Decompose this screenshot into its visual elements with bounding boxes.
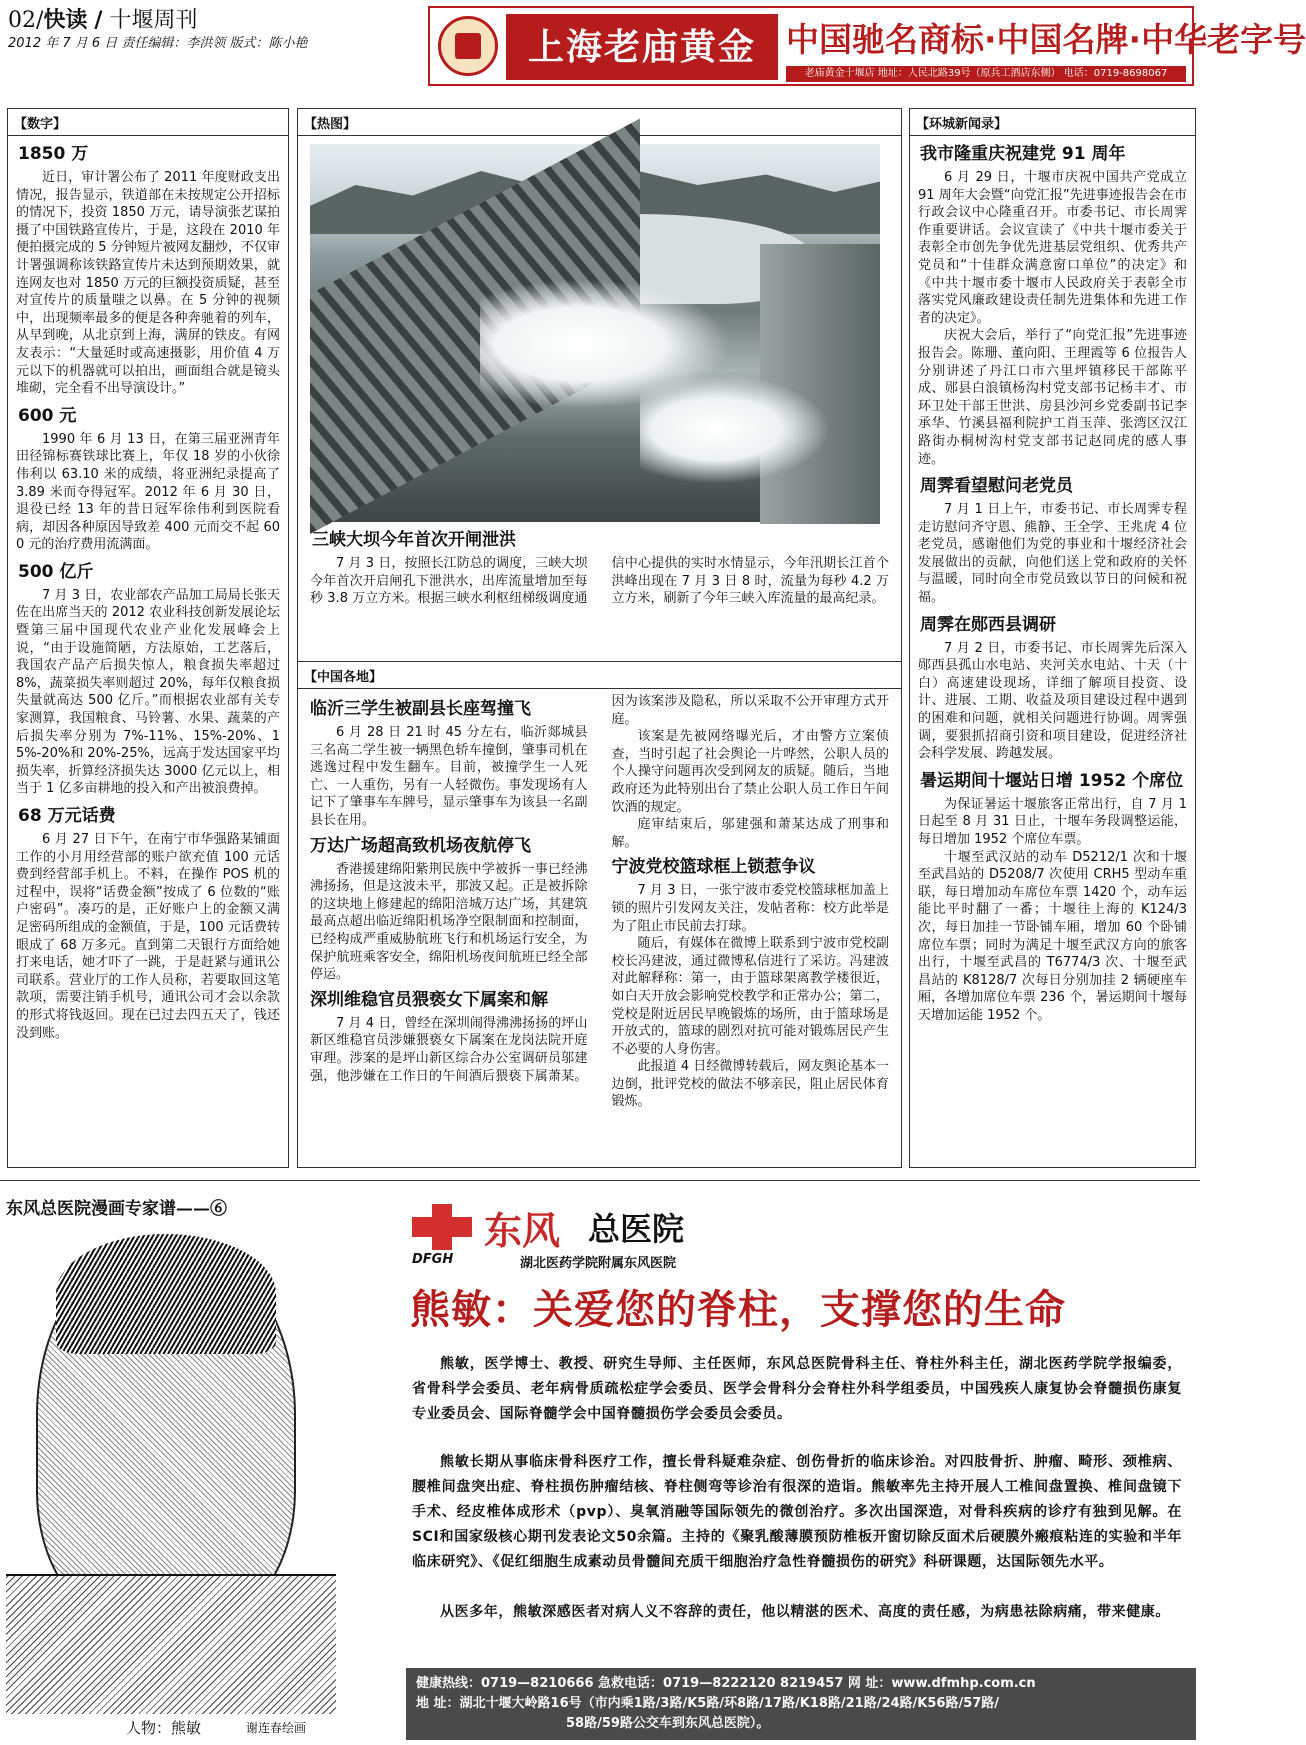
article-body: 该案是先被网络曝光后，才由警方立案侦查，当时引起了社会舆论一片哗然，公职人员的个人操守问题再次受到网友的质疑。随后，当地政府还为此特别出台了禁止公职人员工作日午间饮酒的规定。	[611, 729, 889, 815]
article-body: 7 月 1 日上午，市委书记、市长周霁专程走访慰问齐守恩、熊静、王全学、王兆虎 4 位老党员，感谢他们为党的事业和十堰经济社会发展做出的贡献，向他们送上党和政府的关怀与温暖，同时向全市党员致以节日的问候和祝福。	[918, 502, 1187, 606]
three-gorges-dam-photo	[310, 144, 880, 522]
banner-brand: 上海老庙黄金	[506, 14, 778, 80]
article-title: 500 亿斤	[18, 561, 94, 582]
date-editor-line: 2012 年 7 月 6 日 责任编辑：李洪领 版式：陈小艳	[8, 36, 308, 51]
news-columns	[310, 693, 889, 1133]
column-numbers	[7, 108, 289, 1168]
cartoon-body	[6, 1574, 336, 1714]
article-title: 1850 万	[18, 144, 89, 164]
article-body: 6 月 27 日下午，在南宁市华强路某铺面工作的小月用经营部的账户欲充值 100 元话费到经营部手机上。不料，在操作 POS 机的过程中，误将“话费金额”按成了 6 位数的“账户密码”。凑巧的是，正好账户上的金额又满足密码所组成的金额值，于是，100 元话费转眼成了 68 万多元。直到第二天银行方面给她打来电话，她才吓了一跳，于是赶紧与通讯公司联系。营业厅的工作人员称，若要取回这笔款项，需要注销手机号，通讯公司才会以余款的形式将钱返回。现在已过去四五天了，钱还没到账。	[16, 832, 280, 1041]
article-body: 香港援建绵阳紫荆民族中学被拆一事已经沸沸扬扬，但是这波未平，那波又起。正是被拆除的这块地上修建起的绵阳涪城万达广场，其建筑最高点超出临近绵阳机场净空限制面和控制面，已经构成严重威胁航班飞行和机场运行安全，为保护航班乘客安全，绵阳机场夜间航班已经全部停运。	[310, 861, 588, 983]
article-title: 万达广场超高致机场夜航停飞	[310, 835, 531, 856]
cartoon-hair	[56, 1234, 276, 1354]
article-title: 我市隆重庆祝建党 91 周年	[920, 144, 1126, 164]
article-body: 庆祝大会后，举行了“向党汇报”先进事迹报告会。陈珊、董向阳、王理霞等 6 位报告人分别讲述了丹江口市六里坪镇移民干部陈平成、郧县白浪镇杨沟村党支部书记杨丰才、市环卫处干部王世洪、房县沙河乡党委副书记李承华、竹溪县福利院护工肖玉萍、张湾区汉江路街办桐树沟村党支部书记赵同虎的感人事迹。	[918, 328, 1187, 467]
masthead	[8, 6, 428, 35]
article-body: 7 月 3 日，农业部农产品加工局局长张天佐在出席当天的 2012 农业科技创新发展论坛暨第三届中国现代农业产业化发展峰会上说，“由于设施简陋，方法原始，工艺落后，我国农产品产后损失惊人，粮食损失率超过 8%，蔬菜损失率则超过 20%，每年仅粮食损失量就高达 500 亿斤。”而根据农业部有关专家测算，我国粮食、马铃薯、水果、蔬菜的产后损失率分别为 7%-11%、15%-20%、15%-20%和 20%-25%，远高于发达国家平均损失率，折算经济损失达 3000 亿元以上，相当于 1 亿多亩耕地的投入和产出被浪费掉。	[16, 587, 280, 797]
page-number: 02/	[8, 8, 44, 33]
article-title: 深圳维稳官员猥亵女下属案和解	[310, 989, 548, 1010]
article-body: 此报道 4 日经微博转载后，网友舆论基本一边倒，批评党校的做法不够亲民，阻止居民体育锻炼。	[611, 1059, 889, 1110]
contact-bar	[406, 1668, 1196, 1740]
banner-slogan: 中国驰名商标·中国名牌·中华老字号	[786, 20, 1306, 59]
hospital-info	[412, 1200, 1192, 1740]
photo-text: 7 月 3 日，按照长江防总的调度，三峡大坝今年首次开启闸孔下泄洪水，出库流量增加至每秒 3.8 万立方米。根据三峡水利枢纽梯级调度通信中心提供的实时水情显示，今年汛期长江首个洪峰出现在 7 月 3 日 8 时，流量为每秒 4.2 万立方米，刷新了今年三峡入库流量的最高纪录。	[310, 556, 889, 607]
laomiao-logo-icon	[438, 16, 498, 76]
article-title: 宁波党校篮球框上锁惹争议	[611, 857, 816, 878]
separator: /	[94, 7, 103, 33]
doctor-closing: 从医多年，熊敏深感医者对病人义不容辞的责任，他以精湛的医术、高度的责任感，为病患祛除病痛，带来健康。	[440, 1604, 1170, 1620]
photo-title: 三峡大坝今年首次开闸泄洪	[312, 530, 516, 550]
banner-address: 老庙黄金十堰店 地址：人民北路39号（原兵工酒店东侧） 电话：0719-8698067	[786, 66, 1186, 82]
article-title: 周霁在郧西县调研	[920, 614, 1056, 635]
section-tag: 【环城新闻录】	[910, 109, 1195, 136]
hospital-advertisement	[0, 1188, 1200, 1745]
cartoon-artist: 谢连春绘画	[246, 1721, 307, 1735]
article-title: 68 万元话费	[18, 806, 116, 826]
article-body: 6 月 29 日，十堰市庆祝中国共产党成立 91 周年大会暨“向党汇报”先进事迹报告会在市行政会议中心隆重召开。市委书记、市长周霁作重要讲话。会议宣读了《中共十堰市委关于表彰全市创先争优先进基层党组织、优秀共产党员和“十佳群众满意窗口单位”的决定》和《中共十堰市委十堰市人民政府关于表彰全市落实党风廉政建设责任制先进集体和先进工作者的决定》。	[918, 170, 1187, 326]
section-name: 快读	[43, 7, 88, 33]
section-tag: 【热图】	[298, 109, 901, 136]
article-title: 暑运期间十堰站日增 1952 个席位	[920, 770, 1184, 791]
doctor-cartoon	[6, 1194, 336, 1739]
column-local-news	[909, 108, 1196, 1168]
doctor-bio: 熊敏，医学博士、教授、研究生导师、主任医师，东风总医院骨科主任、脊柱外科主任，湖北医药学院学报编委，省骨科学会委员、老年病骨质疏松症学会委员、医学会骨科分会脊柱外科学组委员，中国残疾人康复协会脊髓损伤康复专业委员会、国际脊髓学会中国脊髓损伤学会委员会委员。	[412, 1356, 1182, 1422]
contact-address-cont: 58路/59路公交车到东风总医院）。	[566, 1716, 770, 1731]
article-body: 6 月 28 日 21 时 45 分左右，临沂郯城县三名高二学生被一辆黑色轿车撞倒，肇事司机在逃逸过程中发生翻车。目前，被撞学生一人死亡、一人重伤，另有一人轻微伤。事发现场有人记下了肇事车车牌号，显示肇事车为该县一名副县长在用。	[310, 725, 588, 828]
article-body: 近日，审计署公布了 2011 年度财政支出情况，报告显示，铁道部在未按规定公开招标的情况下，投资 1850 万元，请导演张艺谋拍摄了中国铁路宣传片，于是，这段在 2010 年便拍摄完成的 5 分钟短片被网友翻炒，不仅审计署强调称该铁路宣传片未达到预期效果，就连网友也对 1850 万元的巨额投资质疑，甚至对宣传片的质量嗤之以鼻。在 5 分钟的视频中，出现频率最多的便是各种奔驰着的列车，从早到晚，从北京到上海，满屏的铁皮。有网友表示：“大量延时或高速摄影，用价值 4 万元以下的机器就可以拍出，画面组合就是镜头堆砌，完全看不出导演设计。”	[16, 170, 280, 397]
article-body: 庭审结束后，邬建强和萧某达成了刑事和解。	[611, 817, 889, 850]
ad-headline: 熊敏：关爱您的脊柱，支撑您的生命	[410, 1287, 1066, 1333]
ad-banner-laomiao[interactable]	[428, 6, 1306, 86]
article-title: 600 元	[18, 405, 77, 426]
doctor-expertise: 熊敏长期从事临床骨科医疗工作，擅长骨科疑难杂症、创伤骨折的临床诊治。对四肢骨折、肿瘤、畸形、颈椎病、腰椎间盘突出症、脊柱损伤肿瘤结核、脊柱侧弯等诊治有很深的造诣。熊敏率先主持开展人工椎间盘置换、椎间盘镜下手术、经皮椎体成形术（pvp）、臭氧消融等国际领先的微创治疗。多次出国深造，对骨科疾病的诊疗有独到见解。在SCI和国家级核心期刊发表论文50余篇。主持的《聚乳酸薄膜预防椎板开窗切除反面术后硬膜外瘢痕粘连的实验和半年临床研究》、《促红细胞生成素动员骨髓间充质干细胞治疗急性脊髓损伤的研究》科研课题，达国际领先水平。	[412, 1454, 1182, 1570]
hospital-name-dongfeng: 东风	[484, 1208, 561, 1253]
red-cross-logo-icon	[412, 1204, 472, 1250]
article-body: 7 月 2 日，市委书记、市长周霁先后深入郧西县孤山水电站、夹河关水电站、十天（十白）高速建设现场，详细了解项目投资、设计、进展、工期、收益及项目建设过程中遇到的困难和问题，就相关问题进行协调。周霁强调，要狠抓招商引资和项目建设，促进经济社会科学发展、跨越发展。	[918, 640, 1187, 762]
article-body: 1990 年 6 月 13 日，在第三届亚洲青年田径锦标赛铁球比赛上，年仅 18 岁的小伙徐伟利以 63.10 米的成绩，将亚洲纪录提高了 3.89 米而夺得冠军。2012 年 6 月 30 日，退役已经 13 年的昔日冠军徐伟利到医院看病，却因各种原因导致差 400 元而交不起 600 元的治疗费用流满面。	[16, 431, 280, 553]
article-body: 随后，有媒体在微博上联系到宁波市党校副校长冯建波，通过微博私信进行了采访。冯建波对此解释称：第一，由于篮球架离教学楼很近，如白天开放会影响党校教学和正常办公；第二，党校是附近居民早晚锻炼的场所，由于篮球场是开放式的，篮球的剧烈对抗可能对锻炼居民产生不必要的人身伤害。	[611, 936, 889, 1057]
contact-address: 地 址：湖北十堰大岭路16号（市内乘1路/3路/K5路/环8路/17路/K18路/21路/24路/K56路/57路/	[416, 1696, 1000, 1711]
cartoon-caption: 人物：熊敏	[126, 1719, 202, 1737]
article-title: 临沂三学生被副县长座驾撞飞	[310, 699, 531, 719]
article-body: 7 月 4 日，曾经在深圳闹得沸沸扬扬的坪山新区维稳官员涉嫌猥亵女下属案在龙岗法院开庭审理。涉案的是坪山新区综合办公室调研员邬建强，他涉嫌在工作日的午间酒后猥亵下属萧某。因为该案涉及隐私，所以采取不公开审理方式开庭。	[310, 694, 889, 1084]
column-middle	[297, 108, 902, 1168]
hospital-affiliation: 湖北医药学院附属东风医院	[520, 1256, 677, 1271]
page-header	[8, 6, 428, 56]
photo-caption	[310, 555, 889, 655]
cartoon-series-title: 东风总医院漫画专家谱——⑥	[6, 1199, 227, 1219]
ad-divider	[0, 1180, 1200, 1181]
section-tag: 【中国各地】	[298, 661, 901, 689]
article-title: 周霁看望慰问老党员	[920, 476, 1073, 497]
photo-spray	[640, 374, 830, 484]
hospital-abbr: DFGH	[412, 1252, 454, 1267]
article-body: 为保证暑运十堰旅客正常出行，自 7 月 1 日起至 8 月 31 日止，十堰车务段调整运能，每日增加 1952 个席位车票。	[918, 796, 1187, 847]
article-body: 7 月 3 日，一张宁波市委党校篮球框加盖上锁的照片引发网友关注，发帖者称：校方此举是为了阻止市民前去打球。	[611, 883, 889, 934]
paper-name: 十堰周刊	[109, 8, 198, 33]
hospital-name-general: 总医院	[588, 1210, 685, 1248]
section-tag: 【数字】	[8, 109, 288, 136]
article-body: 十堰至武汉站的动车 D5212/1 次和十堰至武昌站的 D5208/7 次使用 CRH5 型动车重联，每日增加动车席位车票 1420 个，动车运能比平时翻了一番；十堰往上海的 K124/3 次，每日加挂一节卧铺车厢，增加 60 个卧铺席位车票；同时为满足十堰至武汉方向的旅客出行，十堰至武昌的 T6774/3 次、十堰至武昌站的 K8128/7 次每日分别加挂 2 辆硬座车厢，各增加席位车票 236 个，暑运期间十堰每天增加运能 1952 个。	[918, 849, 1187, 1023]
contact-phones: 健康热线：0719—8210666 急救电话：0719—8222120 8219457 网 址：www.dfmhp.com.cn	[416, 1676, 1036, 1691]
